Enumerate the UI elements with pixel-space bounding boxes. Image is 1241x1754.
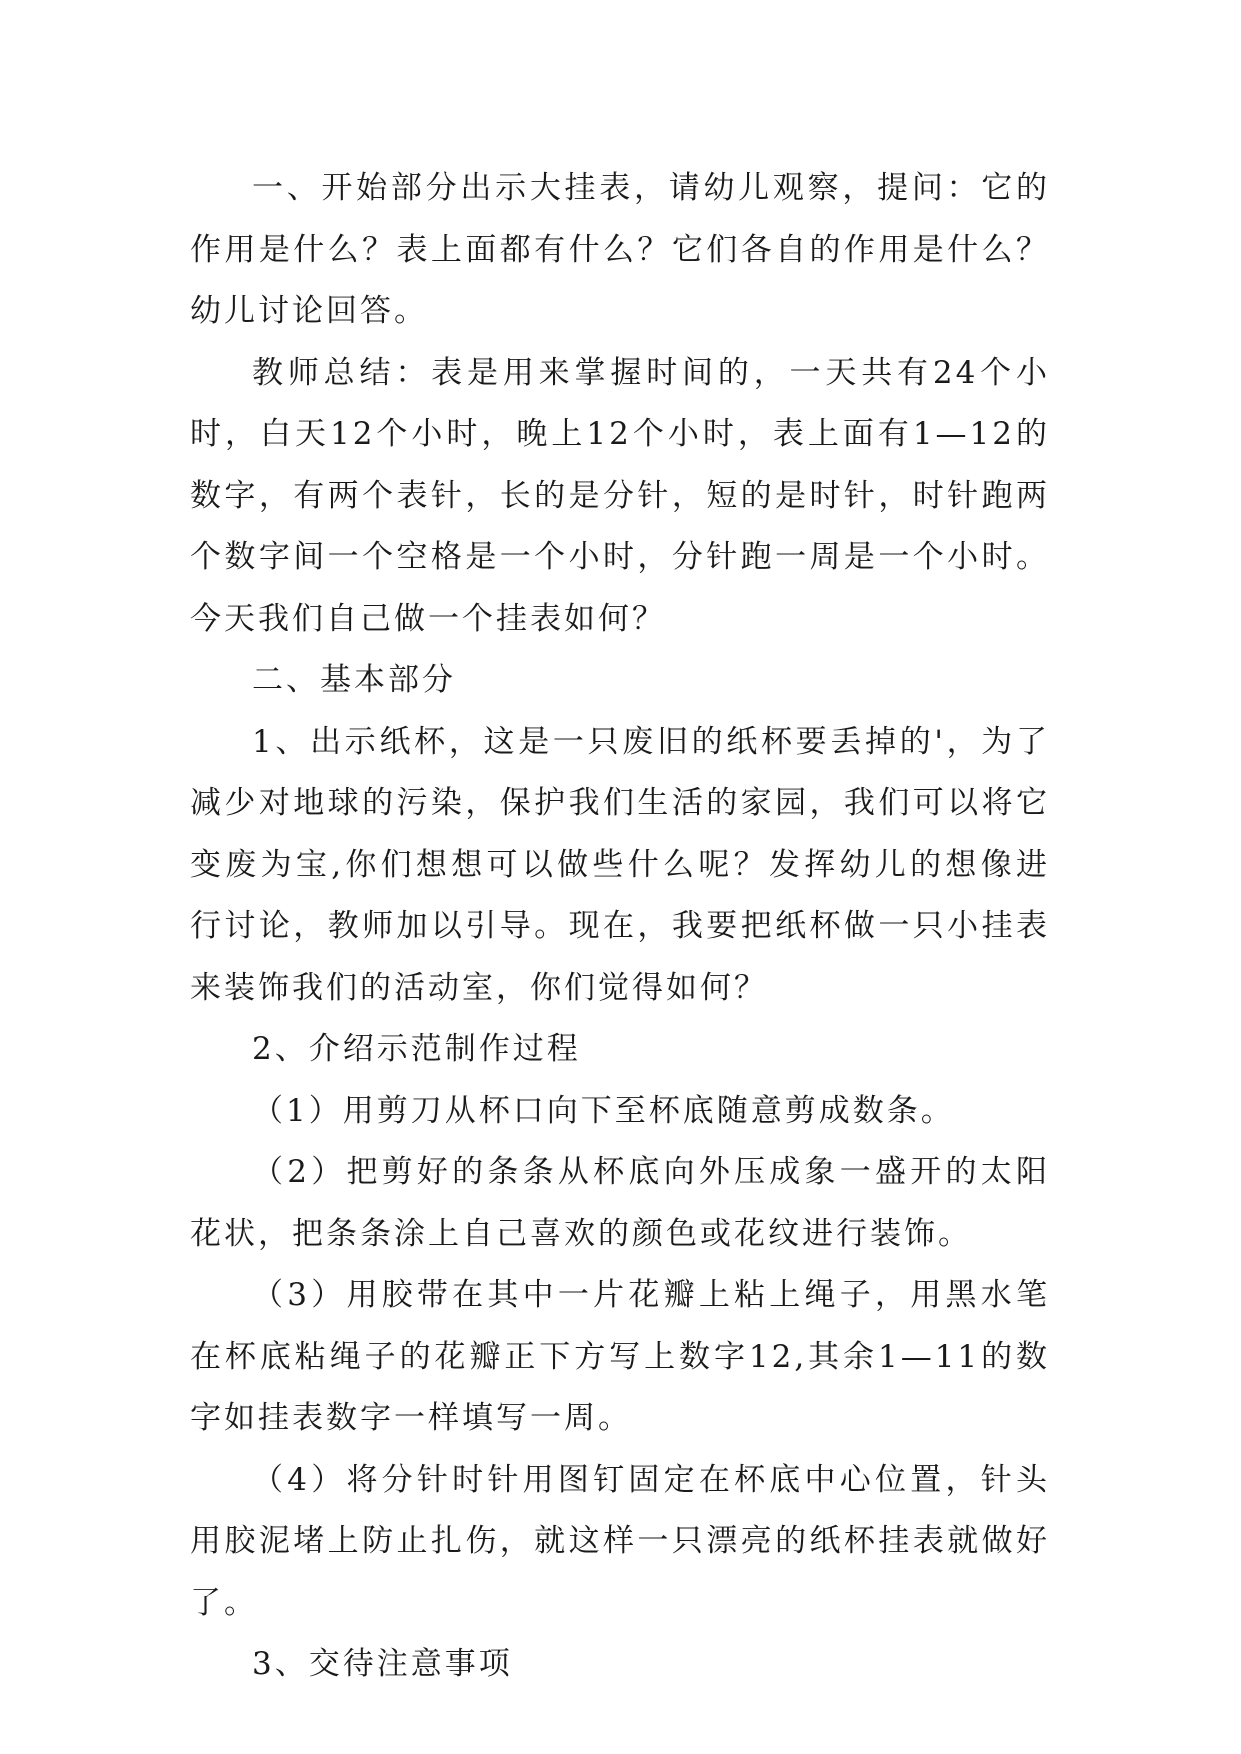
paragraph-show-paper-cup: 1、出示纸杯，这是一只废旧的纸杯要丢掉的'，为了减少对地球的污染，保护我们生活的家园，我们可以将它变废为宝,你们想想可以做些什么呢？发挥幼儿的想像进行讨论，教师加以引导。现在，我要把纸杯做一只小挂表来装饰我们的活动室，你们觉得如何？ <box>190 723 1050 1006</box>
subheading-demo-process: 2、介绍示范制作过程 <box>252 1031 581 1067</box>
subheading-notes: 3、交待注意事项 <box>252 1646 513 1682</box>
paragraph-opening-questions: 一、开始部分出示大挂表，请幼儿观察，提问：它的作用是什么？表上面都有什么？它们各自的作用是什么？幼儿讨论回答。 <box>190 170 1050 329</box>
document-body <box>190 158 1050 1696</box>
section-heading-basic: 二、基本部分 <box>252 662 456 698</box>
paragraph-teacher-summary: 教师总结：表是用来掌握时间的，一天共有24个小时，白天12个小时，晚上12个小时，表上面有1—12的数字，有两个表针，长的是分针，短的是时针，时针跑两个数字间一个空格是一个小时，分针跑一周是一个小时。今天我们自己做一个挂表如何？ <box>190 354 1050 637</box>
step-1: （1）用剪刀从杯口向下至杯底随意剪成数条。 <box>252 1092 955 1129</box>
step-3: （3）用胶带在其中一片花瓣上粘上绳子，用黑水笔在杯底粘绳子的花瓣正下方写上数字12,其余1—11的数字如挂表数字一样填写一周。 <box>190 1277 1050 1436</box>
step-2: （2）把剪好的条条从杯底向外压成象一盛开的太阳花状，把条条涂上自己喜欢的颜色或花纹进行装饰。 <box>190 1154 1050 1252</box>
step-4: （4）将分针时针用图钉固定在杯底中心位置，针头用胶泥堵上防止扎伤，就这样一只漂亮的纸杯挂表就做好了。 <box>190 1461 1050 1621</box>
